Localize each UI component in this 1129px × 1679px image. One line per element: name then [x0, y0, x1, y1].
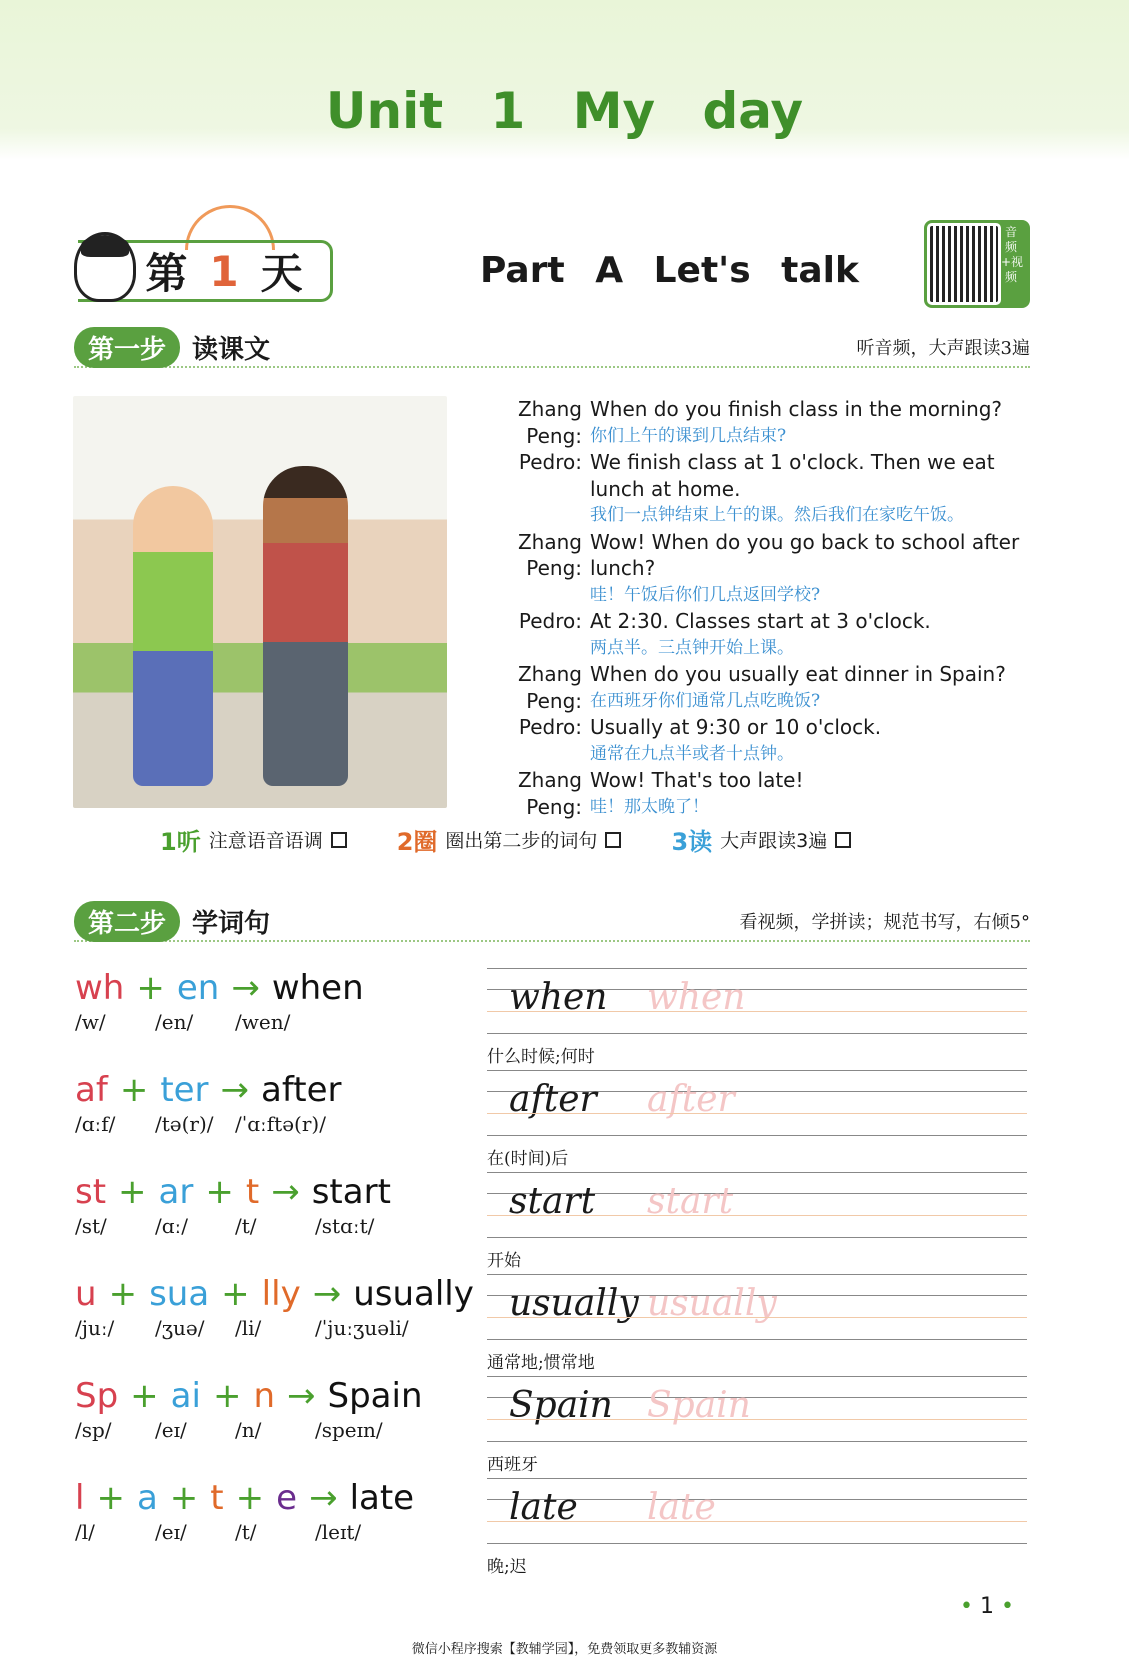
phonics-row: wh + en → when /w/ /en/ /wen/	[75, 968, 465, 1034]
speaker: Pedro:	[518, 609, 582, 633]
handwriting-lines	[487, 1172, 1027, 1238]
day-number: 1	[209, 246, 239, 296]
ipa: /sp/	[75, 1418, 112, 1442]
english-line: When do you finish class in the morning?	[590, 397, 1003, 421]
step2-badge: 第二步	[74, 901, 180, 942]
ipa: /juː/	[75, 1316, 115, 1340]
phonics-segment: ai	[170, 1376, 201, 1416]
qr-code[interactable]	[924, 220, 1030, 308]
tracing-word: Spain	[647, 1385, 751, 1426]
ipa: /t/	[235, 1214, 257, 1238]
phonics-segment: af	[75, 1070, 108, 1110]
phonics-segment: t	[245, 1172, 260, 1212]
arrow-icon: →	[220, 1070, 250, 1110]
ipa: /eɪ/	[155, 1520, 187, 1544]
arrow-icon: →	[287, 1376, 316, 1416]
ipa: /wen/	[235, 1010, 291, 1034]
chinese-translation: 两点半。三点钟开始上课。	[590, 637, 794, 658]
english-line: Wow! When do you go back to school after lunch?	[590, 529, 1020, 580]
phonics-row: l + a + t + e → late /l/ /eɪ/ /t/ /leɪt/	[75, 1478, 465, 1544]
ipa: /eɪ/	[155, 1418, 187, 1442]
dialogue-line	[465, 661, 1035, 714]
step1-hint: 听音频，大声跟读3遍	[856, 338, 1030, 359]
ipa: /ʒuə/	[155, 1316, 205, 1340]
handwriting-lines	[487, 1274, 1027, 1340]
speaker: Zhang Peng:	[517, 768, 582, 819]
task-number: 2圈	[396, 828, 438, 856]
ipa: /en/	[155, 1010, 194, 1034]
chinese-translation: 在西班牙你们通常几点吃晚饭?	[590, 690, 821, 711]
step2-header	[74, 902, 1030, 942]
target-word: late	[349, 1478, 415, 1518]
ipa: /t/	[235, 1520, 257, 1544]
handwriting-sample: usually	[509, 1283, 639, 1324]
word-meaning: 什么时候;何时	[487, 1047, 595, 1067]
ipa: /leɪt/	[315, 1520, 362, 1544]
chinese-translation: 哇！那太晚了！	[590, 796, 709, 817]
target-word: start	[311, 1172, 391, 1212]
arrow-icon: →	[271, 1172, 300, 1212]
ipa: /speɪn/	[315, 1418, 383, 1442]
phonics-segment: a	[136, 1478, 158, 1518]
phonics-segment: sua	[149, 1274, 210, 1314]
english-line: At 2:30. Classes start at 3 o'clock.	[590, 609, 931, 633]
phonics-segment: u	[75, 1274, 97, 1314]
word-meaning: 晚;迟	[487, 1557, 527, 1577]
phonics-segment: Sp	[75, 1376, 119, 1416]
ipa: /tə(r)/	[155, 1112, 214, 1136]
ipa: /st/	[75, 1214, 107, 1238]
word-meaning: 西班牙	[487, 1455, 538, 1475]
qr-code-icon	[927, 223, 1001, 305]
speaker: Zhang Peng:	[517, 397, 582, 448]
phonics-row: Sp + ai + n → Spain /sp/ /eɪ/ /n/ /speɪn/	[75, 1376, 465, 1442]
handwriting-lines	[487, 968, 1027, 1034]
task-item	[671, 822, 851, 857]
phonics-row: u + sua + lly → usually /juː/ /ʒuə/ /li/ /ˈjuːʒuəli/	[75, 1274, 474, 1340]
ipa: /ˈɑːftə(r)/	[235, 1112, 326, 1136]
dialogue-line	[465, 767, 1035, 820]
target-word: usually	[353, 1274, 474, 1314]
chinese-translation: 你们上午的课到几点结束?	[590, 425, 787, 446]
dialogue-line	[465, 529, 1035, 609]
arrow-icon: →	[312, 1274, 342, 1314]
phonics-segment: ter	[160, 1070, 209, 1110]
handwriting-lines	[487, 1478, 1027, 1544]
unit-title: Unit 1 My day	[325, 82, 804, 140]
dialogue-line	[465, 449, 1035, 529]
phonics-segment: t	[210, 1478, 224, 1518]
task-number: 1听	[160, 828, 201, 856]
step2-name: 学词句	[192, 908, 271, 939]
ipa: /stɑːt/	[315, 1214, 375, 1238]
phonics-segment: st	[75, 1172, 107, 1212]
step1-header	[74, 328, 1030, 368]
arrow-icon: →	[309, 1478, 338, 1518]
ipa: /ɑːf/	[75, 1112, 116, 1136]
tracing-word: when	[647, 977, 746, 1018]
phonics-segment: ar	[158, 1172, 194, 1212]
phonics-segment: n	[253, 1376, 276, 1416]
word-meaning: 在(时间)后	[487, 1149, 569, 1169]
phonics-segment: en	[176, 968, 220, 1008]
phonics-row: af + ter → after /ɑːf/ /tə(r)/ /ˈɑːftə(r)/	[75, 1070, 465, 1136]
ipa: /n/	[235, 1418, 262, 1442]
dialogue-line	[465, 396, 1035, 449]
task-checkbox[interactable]	[605, 832, 621, 848]
ipa: /ˈjuːʒuəli/	[315, 1316, 409, 1340]
handwriting-lines	[487, 1070, 1027, 1136]
handwriting-sample: Spain	[509, 1385, 613, 1426]
task-checkbox[interactable]	[835, 832, 851, 848]
target-word: Spain	[327, 1376, 423, 1416]
phonics-segment: l	[75, 1478, 85, 1518]
handwriting-sample: late	[509, 1487, 578, 1528]
task-label: 大声跟读3遍	[720, 830, 828, 852]
phonics-row: st + ar + t → start /st/ /ɑː/ /t/ /stɑːt/	[75, 1172, 465, 1238]
tracing-word: late	[647, 1487, 716, 1528]
step1-name: 读课文	[192, 334, 271, 365]
speaker: Pedro:	[518, 715, 582, 739]
day-suffix: 天	[260, 249, 303, 298]
ipa: /li/	[235, 1316, 262, 1340]
task-label: 注意语音语调	[208, 830, 323, 852]
tracing-word: usually	[647, 1283, 777, 1324]
word-meaning: 通常地;惯常地	[487, 1353, 595, 1373]
phonics-segment: lly	[261, 1274, 301, 1314]
english-line: Wow! That's too late!	[590, 768, 804, 792]
tracing-word: after	[647, 1079, 735, 1120]
word-meaning: 开始	[487, 1251, 521, 1271]
arrow-icon: →	[231, 968, 260, 1008]
phonics-segment: e	[276, 1478, 298, 1518]
day-prefix: 第	[145, 249, 188, 298]
task-item	[397, 822, 622, 857]
speaker: Zhang Peng:	[517, 662, 582, 713]
page-number: • 1 •	[960, 1594, 1014, 1619]
boy-mascot-icon	[74, 232, 136, 302]
chinese-translation: 我们一点钟结束上午的课。然后我们在家吃午饭。	[590, 505, 964, 525]
dialogue-line	[465, 714, 1035, 767]
handwriting-sample: when	[509, 977, 608, 1018]
ipa: /l/	[75, 1520, 95, 1544]
target-word: after	[261, 1070, 342, 1110]
ipa: /ɑː/	[155, 1214, 189, 1238]
chinese-translation: 通常在九点半或者十点钟。	[590, 743, 794, 764]
english-line: We finish class at 1 o'clock. Then we eat lunch at home.	[590, 450, 995, 501]
task-number: 3读	[671, 828, 713, 856]
handwriting-sample: after	[509, 1079, 597, 1120]
english-line: When do you usually eat dinner in Spain?	[590, 662, 1006, 686]
target-word: when	[271, 968, 364, 1008]
ipa: /w/	[75, 1010, 106, 1034]
dialogue	[465, 396, 1035, 820]
handwriting-sample: start	[509, 1181, 596, 1222]
task-checkbox[interactable]	[331, 832, 347, 848]
english-line: Usually at 9:30 or 10 o'clock.	[590, 715, 882, 739]
step2-hint: 看视频，学拼读；规范书写，右倾5°	[739, 912, 1030, 933]
qr-label: 音频+视频	[1001, 225, 1024, 284]
chinese-translation: 哇！午饭后你们几点返回学校?	[590, 584, 821, 605]
speaker: Zhang Peng:	[517, 529, 582, 580]
step1-badge: 第一步	[74, 327, 180, 368]
speaker: Pedro:	[518, 450, 582, 474]
dialogue-line	[465, 608, 1035, 661]
footer-note: 微信小程序搜索【教辅学园】，免费领取更多教辅资源	[411, 1642, 718, 1657]
task-list	[160, 822, 960, 857]
task-item	[160, 822, 347, 857]
dialogue-illustration	[73, 396, 447, 808]
page-number-text: 1	[979, 1594, 994, 1619]
phonics-segment: wh	[75, 968, 125, 1008]
handwriting-lines	[487, 1376, 1027, 1442]
tracing-word: start	[647, 1181, 734, 1222]
task-label: 圈出第二步的词句	[445, 830, 598, 852]
part-title: Part A Let's talk	[480, 250, 859, 291]
